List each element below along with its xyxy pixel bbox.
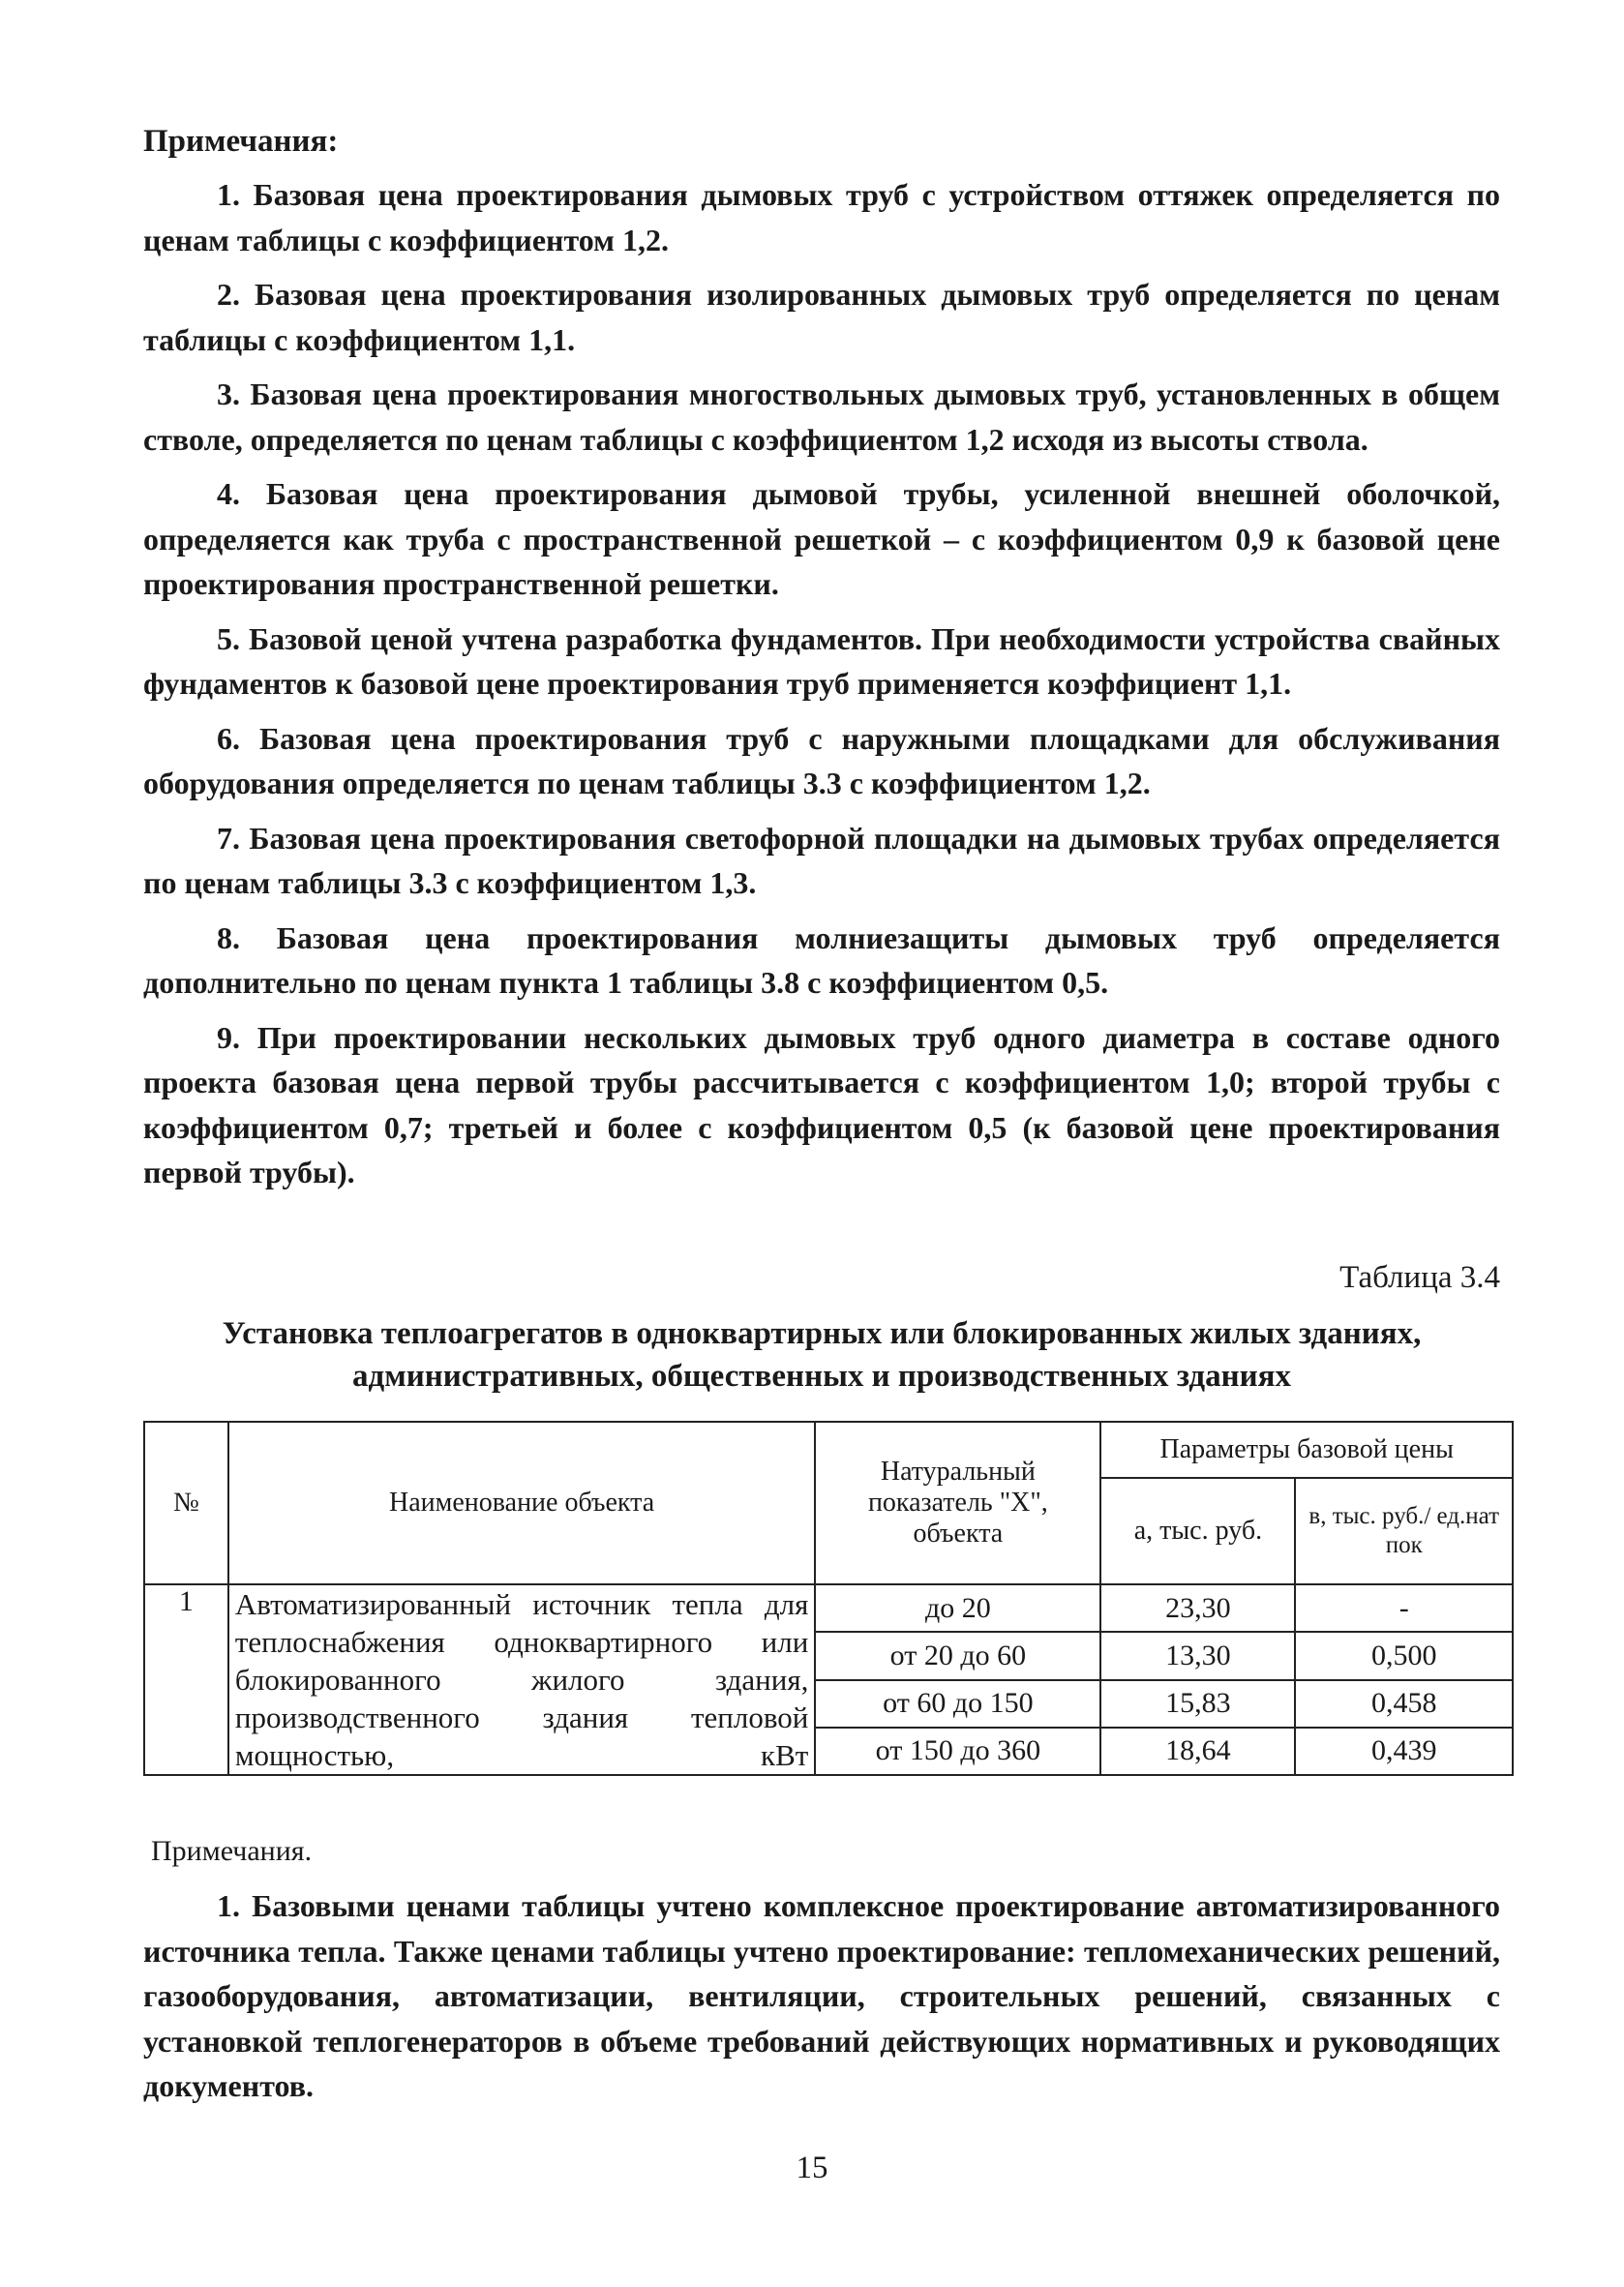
- notes-heading: Примечания:: [143, 124, 339, 159]
- header-indicator: Натуральный показатель "Х", объекта: [815, 1422, 1100, 1584]
- row-range: от 150 до 360: [815, 1728, 1100, 1775]
- note-item: 2. Базовая цена проектирования изолированных дымовых труб определяется по ценам таблицы с коэффициентом 1,1.: [143, 277, 1500, 357]
- row-value-a: 15,83: [1100, 1680, 1295, 1728]
- header-b: в, тыс. руб./ ед.нат пок: [1295, 1478, 1513, 1584]
- row-value-b: -: [1295, 1584, 1513, 1632]
- row-range: от 60 до 150: [815, 1680, 1100, 1728]
- table-title-line: Установка теплоагрегатов в одноквартирных или блокированных жилых зданиях,: [222, 1316, 1422, 1351]
- table-title: [143, 1312, 1500, 1398]
- price-table: [143, 1421, 1514, 1776]
- row-value-b: 0,458: [1295, 1680, 1513, 1728]
- note-item: 4. Базовая цена проектирования дымовой трубы, усиленной внешней оболочкой, определяется как труба с пространственной решеткой – с коэффициентом 0,9 к базовой цене проектирования пространственной решетки.: [143, 476, 1500, 601]
- row-value-a: 23,30: [1100, 1584, 1295, 1632]
- row-range: от 20 до 60: [815, 1632, 1100, 1679]
- row-value-b: 0,439: [1295, 1728, 1513, 1775]
- row-value-a: 18,64: [1100, 1728, 1295, 1775]
- note-item: 1. Базовая цена проектирования дымовых труб с устройством оттяжек определяется по ценам таблицы с коэффициентом 1,2.: [143, 177, 1500, 257]
- note-item: 8. Базовая цена проектирования молниезащиты дымовых труб определяется дополнительно по ценам пункта 1 таблицы 3.8 с коэффициентом 0,5.: [143, 919, 1500, 1000]
- row-value-b: 0,500: [1295, 1632, 1513, 1679]
- row-number: 1: [144, 1584, 228, 1775]
- header-name: Наименование объекта: [228, 1422, 815, 1584]
- table-label: Таблица 3.4: [1339, 1260, 1500, 1295]
- table-header-row: [144, 1422, 1513, 1478]
- notes2-list: [143, 1883, 1500, 2119]
- header-params: Параметры базовой цены: [1100, 1422, 1513, 1478]
- note-item: 1. Базовыми ценами таблицы учтено комплексное проектирование автоматизированного источника тепла. Также ценами таблицы учтено проектирование: тепломеханических решений, газооборудования, автоматизации, вентиляции, строительных решений, связанных с установкой теплогенераторов в объеме требований действующих нормативных и руководящих документов.: [143, 1888, 1500, 2103]
- row-value-a: 13,30: [1100, 1632, 1295, 1679]
- row-object-name: Автоматизированный источник тепла для теплоснабжения одноквартирного или блокированного жилого здания, производственного здания тепловой мощностью, кВт: [228, 1584, 815, 1775]
- table-row: [144, 1584, 1513, 1632]
- row-range: до 20: [815, 1584, 1100, 1632]
- page-number: 15: [796, 2151, 828, 2185]
- note-item: 5. Базовой ценой учтена разработка фундаментов. При необходимости устройства свайных фундаментов к базовой цене проектирования труб применяется коэффициент 1,1.: [143, 620, 1500, 701]
- header-no: №: [144, 1422, 228, 1584]
- note-item: 3. Базовая цена проектирования многоствольных дымовых труб, установленных в общем стволе, определяется по ценам таблицы с коэффициентом 1,2 исходя из высоты ствола.: [143, 376, 1500, 457]
- note-item: 7. Базовая цена проектирования светофорной площадки на дымовых трубах определяется по ценам таблицы 3.3 с коэффициентом 1,3.: [143, 820, 1500, 900]
- notes2-heading: Примечания.: [151, 1835, 313, 1867]
- header-a: а, тыс. руб.: [1100, 1478, 1295, 1584]
- table-title-line: административных, общественных и производственных зданиях: [352, 1359, 1291, 1394]
- note-item: 9. При проектировании нескольких дымовых труб одного диаметра в составе одного проекта базовая цена первой трубы рассчитывается с коэффициентом 1,0; второй трубы с коэффициентом 0,7; третьей и более с коэффициентом 0,5 (к базовой цене проектирования первой трубы).: [143, 1019, 1500, 1189]
- notes-list: [143, 172, 1500, 1205]
- note-item: 6. Базовая цена проектирования труб с наружными площадками для обслуживания оборудования определяется по ценам таблицы 3.3 с коэффициентом 1,2.: [143, 720, 1500, 800]
